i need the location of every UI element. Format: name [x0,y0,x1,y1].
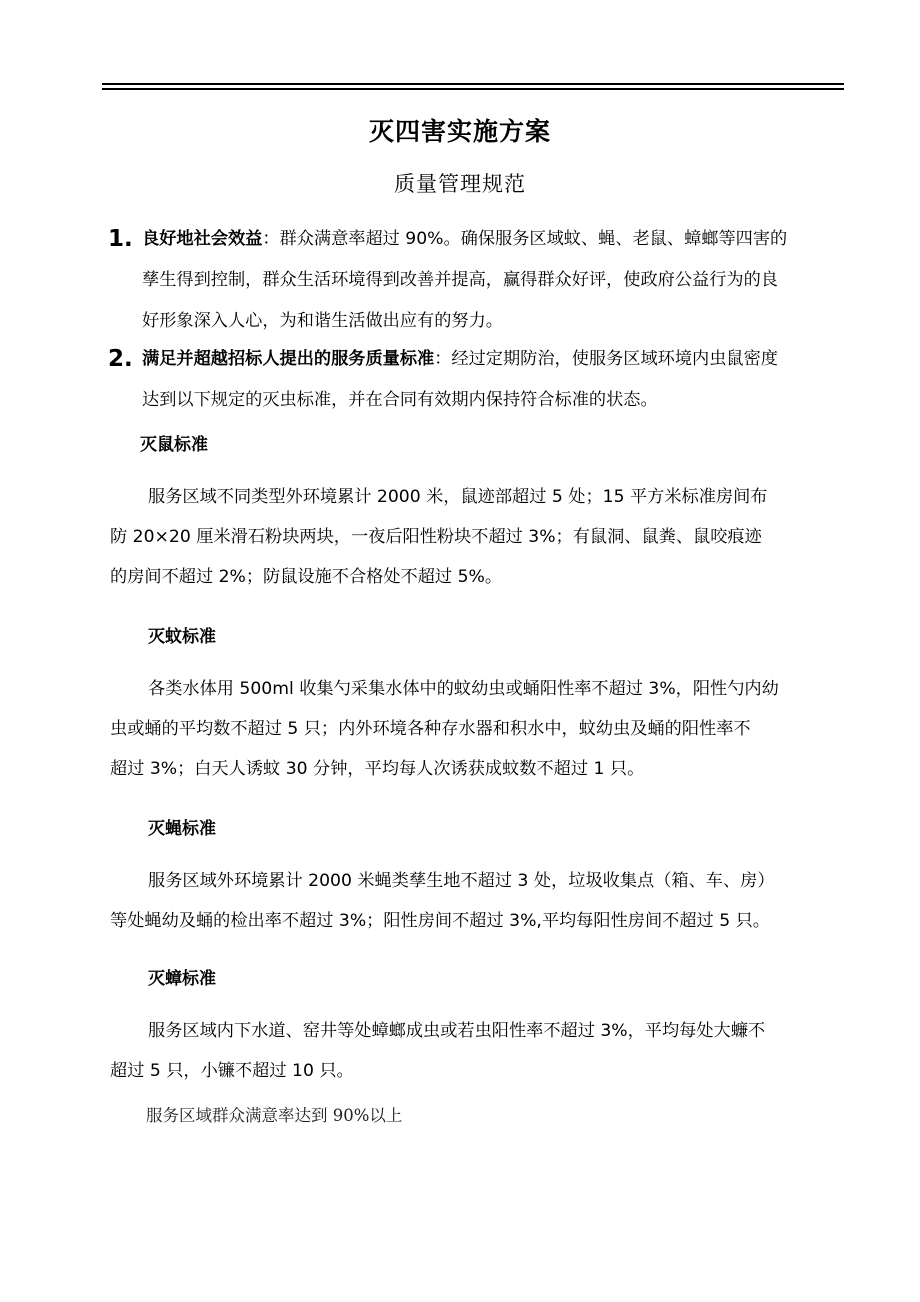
item-number: 2. [108,346,133,372]
item-lead: 良好地社会效益 [142,229,263,249]
section-heading-mosquito: 灭蚊标准 [148,627,216,647]
section-line: 服务区域内下水道、窑井等处蟑螂成虫或若虫阳性率不超过 3%，平均每处大蠊不 [148,1021,766,1041]
section-line: 各类水体用 500ml 收集勺采集水体中的蚊幼虫或蛹阳性率不超过 3%，阳性勺内幼 [148,679,779,699]
item-line: 孳生得到控制，群众生活环境得到改善并提高，赢得群众好评，使政府公益行为的良 [142,270,778,290]
section-line: 超过 3%；白天人诱蚊 30 分钟，平均每人次诱获成蚊数不超过 1 只。 [110,759,645,779]
item-lead: 满足并超越招标人提出的服务质量标准 [142,349,435,369]
header-rule-top [102,83,844,85]
section-heading-cockroach: 灭蟑标准 [148,969,216,989]
section-line: 的房间不超过 2%；防鼠设施不合格处不超过 5%。 [110,567,503,587]
item-number: 1. [108,226,133,252]
section-line: 防 20×20 厘米滑石粉块两块，一夜后阳性粉块不超过 3%；有鼠洞、鼠粪、鼠咬痕迹 [110,527,762,547]
section-line: 服务区域不同类型外环境累计 2000 米，鼠迹部超过 5 处；15 平方米标准房间布 [148,487,768,507]
header-rule-bottom [102,88,844,90]
item-text: ：群众满意率超过 90%。确保服务区域蚊、蝇、老鼠、蟑螂等四害的 [262,229,788,249]
section-heading-fly: 灭蝇标准 [148,819,216,839]
document-subtitle: 质量管理规范 [394,172,526,196]
item-text: ：经过定期防治，使服务区域环境内虫鼠密度 [434,349,778,369]
section-line: 服务区域外环境累计 2000 米蝇类孳生地不超过 3 处，垃圾收集点（箱、车、房） [148,871,775,891]
section-line: 超过 5 只，小镰不超过 10 只。 [110,1061,354,1081]
item-line [142,346,778,372]
document-title: 灭四害实施方案 [368,117,551,146]
item-line [142,226,787,252]
item-line: 达到以下规定的灭虫标准，并在合同有效期内保持符合标准的状态。 [142,390,658,410]
section-line: 等处蝇幼及蛹的检出率不超过 3%；阳性房间不超过 3%,平均每阳性房间不超过 5 只。 [110,911,770,931]
item-line: 好形象深入人心，为和谐生活做出应有的努力。 [142,311,503,331]
section-line: 虫或蛹的平均数不超过 5 只；内外环境各种存水器和积水中，蚊幼虫及蛹的阳性率不 [110,719,751,739]
closing-statement: 服务区域群众满意率达到 90%以上 [146,1106,403,1125]
section-heading-rat: 灭鼠标准 [140,435,208,455]
